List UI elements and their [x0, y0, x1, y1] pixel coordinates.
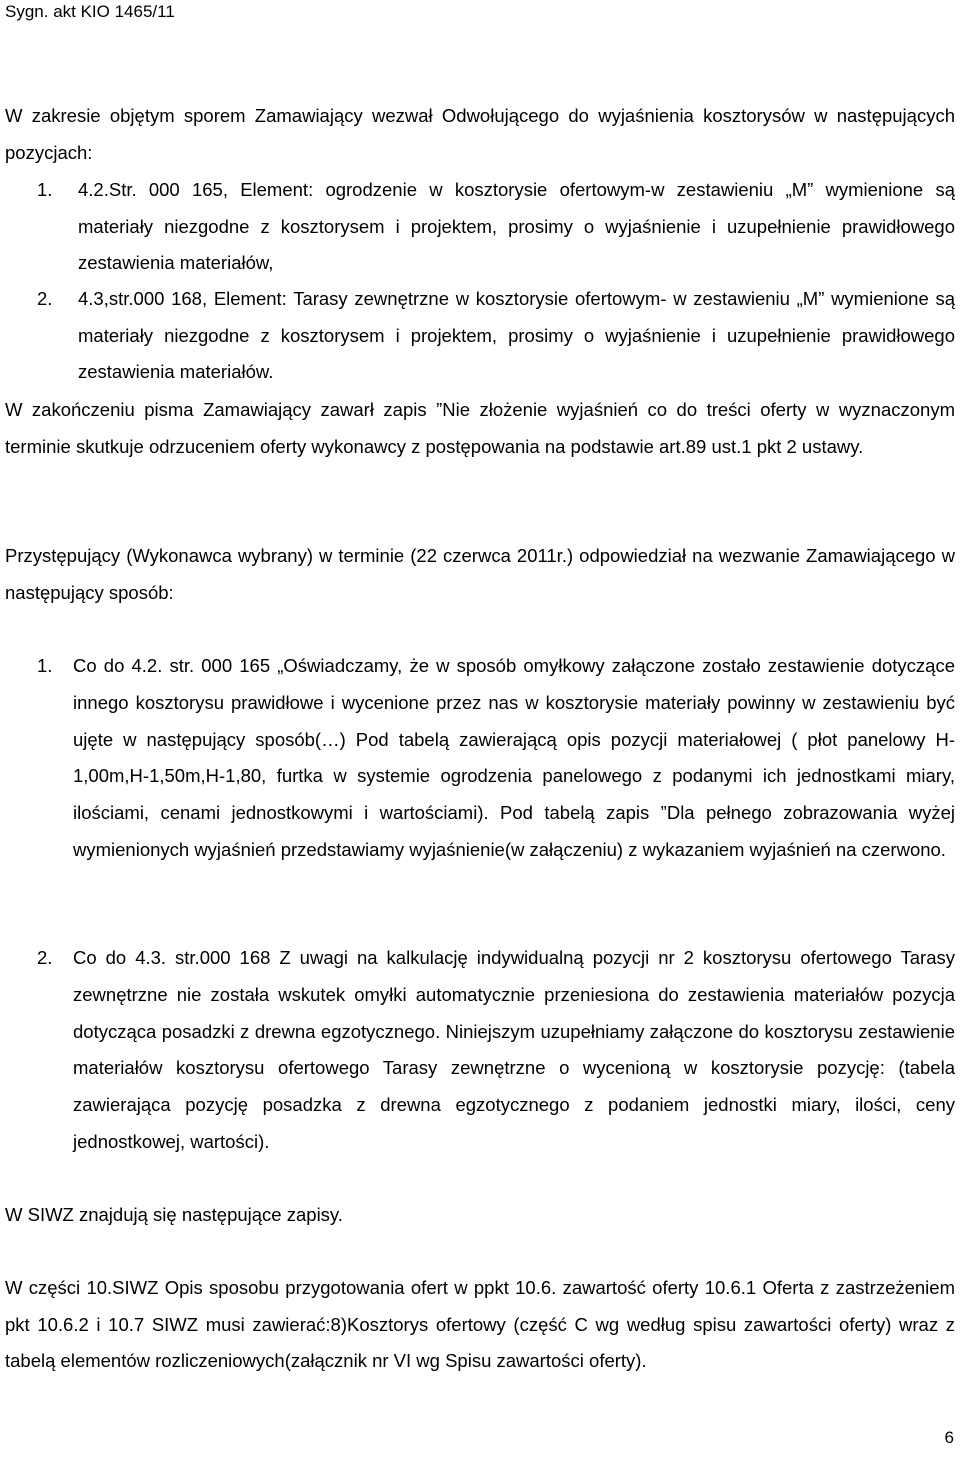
- list-item-text: Co do 4.3. str.000 168 Z uwagi na kalkulację indywidualną pozycji nr 2 kosztorysu ofertowego Tarasy zewnętrzne nie została wskutek omyłki automatycznie przeniesiona do zestawienia materiałów pozycja dotycząca posadzki z drewna egzotycznego. Niniejszym uzupełniamy załączone do kosztorysu zestawienie materiałów kosztorysu ofertowego Tarasy zewnętrzne o wycenioną w kosztorysie pozycję: (tabela zawierająca pozycję posadzka z drewna egzotycznego z podaniem jednostki miary, ilości, ceny jednostkowej, wartości).: [73, 947, 955, 1152]
- list-item-number: 1.: [37, 179, 53, 200]
- paragraph-siwz-part10: W części 10.SIWZ Opis sposobu przygotowania ofert w ppkt 10.6. zawartość oferty 10.6.1 Oferta z zastrzeżeniem pkt 10.6.2 i 10.7 SIWZ musi zawierać:8)Kosztorys ofertowy (część C wg według spisu zawartości oferty) wraz z tabelą elementów rozliczeniowych(załącznik nr VI wg Spisu zawartości oferty).: [5, 1277, 955, 1371]
- list-item-text: 4.2.Str. 000 165, Element: ogrodzenie w kosztorysie ofertowym-w zestawieniu „M” wymienione są materiały niezgodne z kosztorysem i projektem, prosimy o wyjaśnienie i uzupełnienie prawidłowego zestawienia materiałów,: [78, 179, 955, 273]
- list-item: [5, 648, 955, 869]
- list-item-text: Co do 4.2. str. 000 165 „Oświadczamy, że w sposób omyłkowy załączone zostało zestawienie dotyczące innego kosztorysu prawidłowe i wycenione przez nas w kosztorysie materiały powinny w zestawieniu być ujęte w następujący sposób(…) Pod tabelą zawierającą opis pozycji materiałowej ( płot panelowy H-1,00m,H-1,50m,H-1,80, furtka w systemie ogrodzenia panelowego z podanymi ich jednostkami miary, ilościami, cenami jednostkowymi i wartościami). Pod tabelą zapis ”Dla pełnego zobrazowania wyżej wymienionych wyjaśnień przedstawiamy wyjaśnienie(w załączeniu) z wykazaniem wyjaśnień na czerwono.: [73, 655, 955, 860]
- list-item: [5, 940, 955, 1161]
- case-signature: Sygn. akt KIO 1465/11: [5, 2, 175, 21]
- paragraph-closing-note: W zakończeniu pisma Zamawiający zawarł zapis ”Nie złożenie wyjaśnień co do treści oferty w wyznaczonym terminie skutkuje odrzuceniem oferty wykonawcy z postępowania na podstawie art.89 ust.1 pkt 2 ustawy.: [5, 399, 955, 457]
- list-item-text: 4.3,str.000 168, Element: Tarasy zewnętrzne w kosztorysie ofertowym- w zestawieniu „M” wymienione są materiały niezgodne z kosztorysem i projektem, prosimy o wyjaśnienie i uzupełnienie prawidłowego zestawienia materiałów.: [78, 288, 955, 382]
- paragraph-siwz: W SIWZ znajdują się następujące zapisy.: [5, 1204, 343, 1225]
- page-number: 6: [944, 1428, 954, 1447]
- list-item: [5, 172, 955, 282]
- paragraph-response-intro: Przystępujący (Wykonawca wybrany) w terminie (22 czerwca 2011r.) odpowiedział na wezwanie Zamawiającego w następujący sposób:: [5, 545, 955, 603]
- list-item-number: 1.: [37, 655, 53, 676]
- paragraph-intro: W zakresie objętym sporem Zamawiający wezwał Odwołującego do wyjaśnienia kosztorysów w następujących pozycjach:: [5, 105, 955, 163]
- list-item-number: 2.: [37, 288, 53, 309]
- list-item-number: 2.: [37, 947, 53, 968]
- list-item: [5, 281, 955, 391]
